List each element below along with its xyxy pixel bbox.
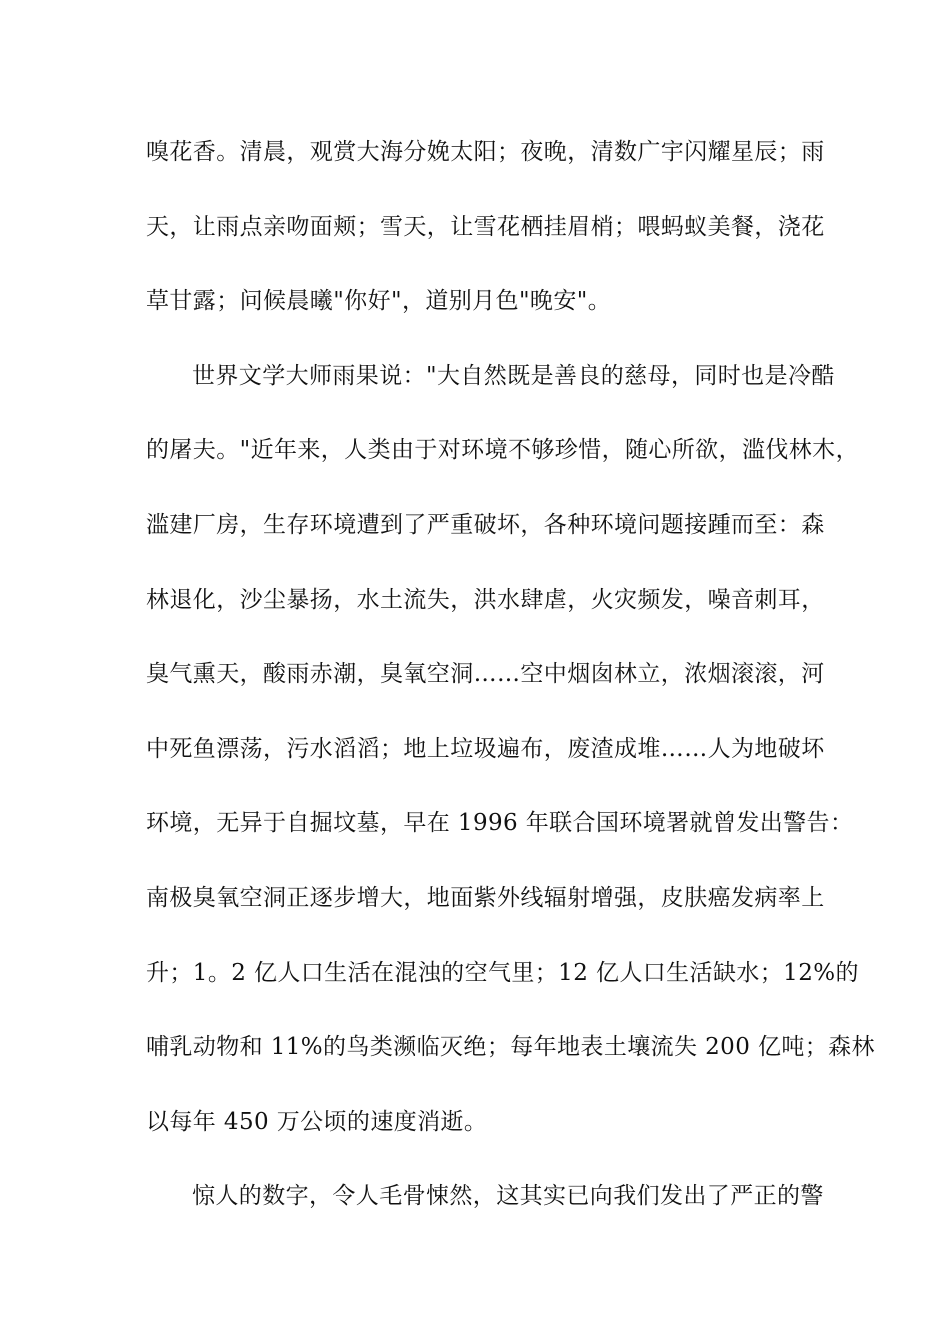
text-line: 升；1。2 亿人口生活在混浊的空气里；12 亿人口生活缺水；12%的 — [146, 959, 859, 986]
text-line: 天，让雨点亲吻面颊；雪天，让雪花栖挂眉梢；喂蚂蚁美餐，浇花 — [146, 213, 825, 240]
text-line: 草甘露；问候晨曦"你好"，道别月色"晚安"。 — [146, 288, 612, 315]
text-line: 林退化，沙尘暴扬，水土流失，洪水肆虐，火灾频发，噪音刺耳， — [146, 586, 825, 613]
body-text — [146, 130, 875, 1249]
paragraph-first-line: 惊人的数字，令人毛骨悚然，这其实已向我们发出了严正的警 — [192, 1183, 824, 1210]
text-line: 嗅花香。清晨，观赏大海分娩太阳；夜晚，清数广宇闪耀星辰；雨 — [146, 139, 825, 165]
text-line: 环境，无异于自掘坟墓，早在 1996 年联合国环境署就曾发出警告： — [146, 810, 854, 837]
text-line: 以每年 450 万公顷的速度消逝。 — [146, 1108, 488, 1135]
text-line: 哺乳动物和 11%的鸟类濒临灭绝；每年地表土壤流失 200 亿吨；森林 — [146, 1034, 875, 1061]
text-line: 的屠夫。"近年来，人类由于对环境不够珍惜，随心所欲，滥伐林木， — [146, 437, 859, 464]
text-line: 滥建厂房，生存环境遭到了严重破坏，各种环境问题接踵而至：森 — [146, 511, 825, 538]
paragraph-first-line: 世界文学大师雨果说："大自然既是善良的慈母，同时也是冷酷 — [192, 362, 835, 389]
text-line: 南极臭氧空洞正逐步增大，地面紫外线辐射增强，皮肤癌发病率上 — [146, 884, 825, 911]
text-line: 中死鱼漂荡，污水滔滔；地上垃圾遍布，废渣成堆……人为地破坏 — [146, 735, 825, 762]
text-line: 臭气熏天，酸雨赤潮，臭氧空洞……空中烟囱林立，浓烟滚滚，河 — [146, 661, 825, 688]
